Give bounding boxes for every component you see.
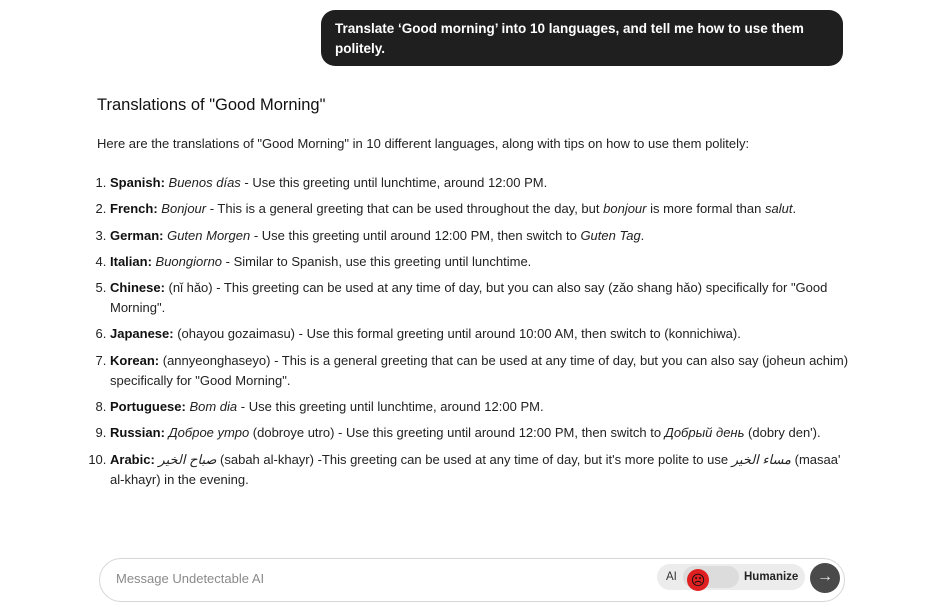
toggle-knob[interactable]: [687, 569, 709, 591]
arrow-right-icon: →: [817, 568, 833, 585]
humanize-toggle[interactable]: [657, 564, 805, 590]
response-heading: Translations of "Good Morning": [97, 96, 326, 114]
list-item: 5. Chinese: (nǐ hǎo) - This greeting can be used at any time of day, but you can also say (zǎo shang hǎo) specifically for "Good Morning".: [110, 278, 857, 318]
sad-face-icon: ☹: [690, 572, 706, 588]
list-item: 2. French: Bonjour - This is a general greeting that can be used throughout the day, but bonjour is more formal than salut.: [110, 199, 857, 219]
mode-ai-label: AI: [666, 571, 677, 583]
list-item: 3. German: Guten Morgen - Use this greeting until around 12:00 PM, then switch to Guten Tag.: [110, 226, 857, 246]
list-item: 9. Russian: Доброе утро (dobroye utro) - Use this greeting until around 12:00 PM, then switch to Добрый день (dobry den').: [110, 423, 857, 443]
assistant-response: [97, 94, 857, 496]
message-input[interactable]: [116, 568, 636, 588]
mode-humanize-label: Humanize: [744, 571, 799, 583]
message-composer: [99, 558, 845, 602]
translations-list: [97, 173, 857, 490]
list-item: 8. Portuguese: Bom dia - Use this greeting until lunchtime, around 12:00 PM.: [110, 397, 857, 417]
list-item: 4. Italian: Buongiorno - Similar to Spanish, use this greeting until lunchtime.: [110, 252, 857, 272]
response-intro: Here are the translations of "Good Morning" in 10 different languages, along with tips on how to use them politely:: [97, 136, 750, 151]
list-item: 1. Spanish: Buenos días - Use this greeting until lunchtime, around 12:00 PM.: [110, 173, 857, 193]
list-item: 6. Japanese: (ohayou gozaimasu) - Use this formal greeting until around 10:00 AM, then switch to (konnichiwa).: [110, 324, 857, 344]
user-message-bubble: [321, 10, 843, 66]
list-item: 7. Korean: (annyeonghaseyo) - This is a general greeting that can be used at any time of day, but you can also say (joheun achim) specifically for "Good Morning".: [110, 351, 857, 391]
list-item: 10. Arabic: صباح الخير (sabah al-khayr) -This greeting can be used at any time of day, but it's more polite to use مساء الخير (masaa' al-khayr) in the evening.: [110, 450, 857, 490]
user-message-text: Translate ‘Good morning’ into 10 languages, and tell me how to use them politely.: [335, 21, 804, 56]
